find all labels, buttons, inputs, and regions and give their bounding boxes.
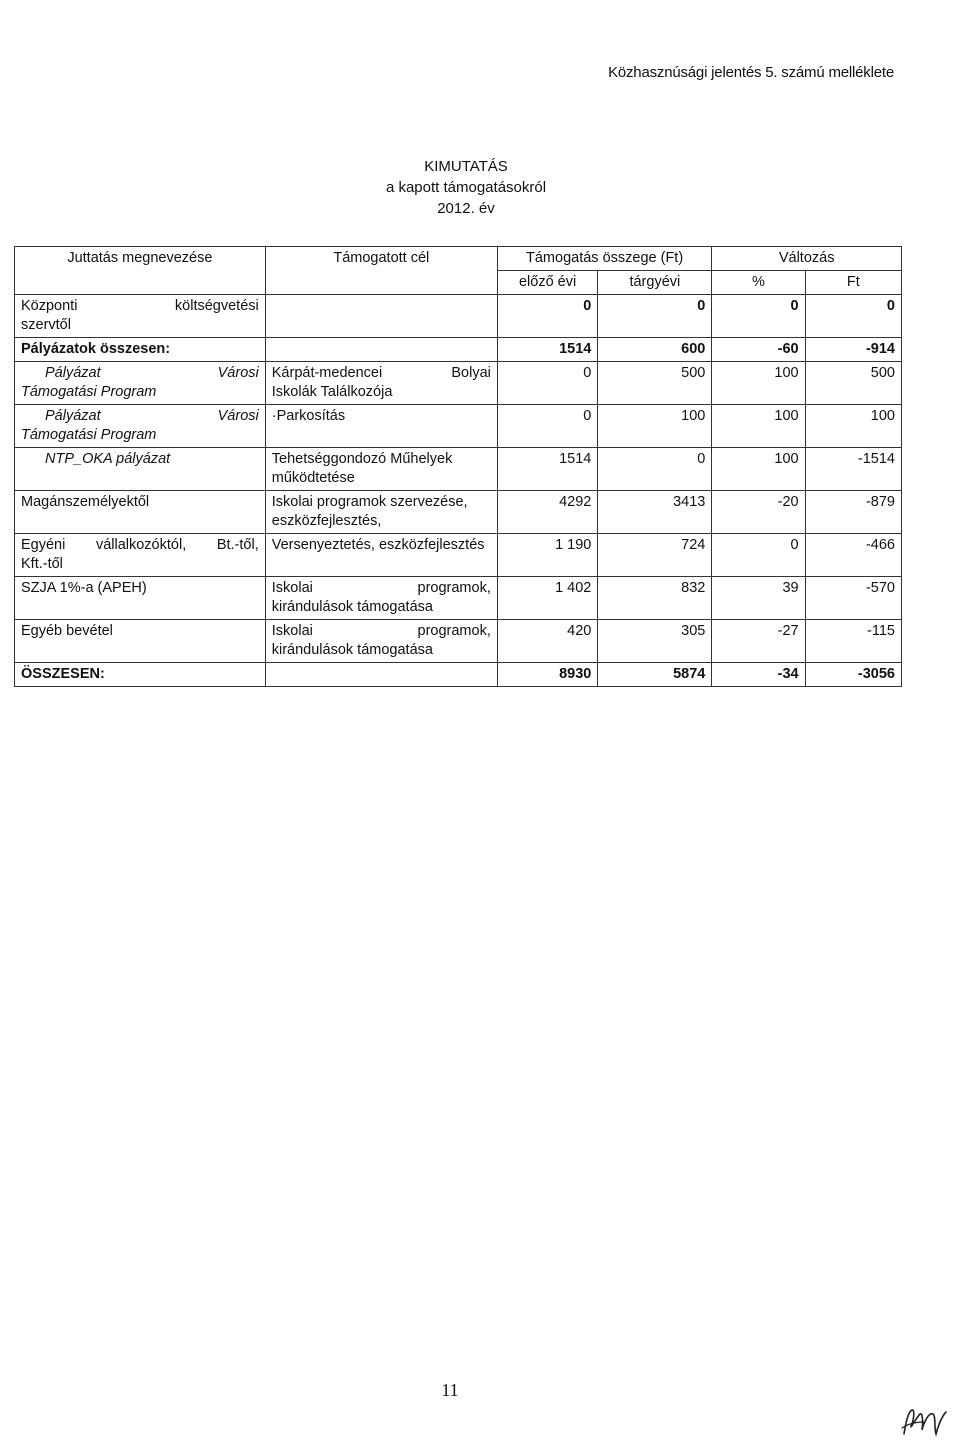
- total-ft: -3056: [805, 663, 901, 687]
- row-pct: 0: [712, 295, 805, 338]
- table-row: [15, 577, 902, 620]
- total-prev: 8930: [497, 663, 598, 687]
- page-number: 11: [441, 1380, 459, 1400]
- row-name-part: Pályázat: [45, 365, 101, 381]
- row-target: Tehetséggondozó Műhelyek működtetése: [265, 448, 497, 491]
- row-ft: -879: [805, 491, 901, 534]
- row-target: Versenyeztetés, eszközfejlesztés: [265, 534, 497, 577]
- row-target: [265, 577, 497, 620]
- header-cur: tárgyévi: [598, 271, 712, 295]
- row-cur: 500: [598, 362, 712, 405]
- row-cur: 305: [598, 620, 712, 663]
- row-name-part: Bt.-től,: [216, 537, 259, 553]
- header-note: Közhasznúsági jelentés 5. számú melléklete: [608, 64, 894, 81]
- header-change-group: Változás: [712, 247, 902, 271]
- table-row: [15, 405, 902, 448]
- row-cur: 100: [598, 405, 712, 448]
- header-pct: %: [712, 271, 805, 295]
- title-line-1: KIMUTATÁS: [424, 158, 508, 175]
- total-label: ÖSSZESEN:: [15, 663, 266, 687]
- row-name-part: vállalkozóktól,: [95, 537, 187, 553]
- row-target-part: Kárpát-medencei: [271, 365, 383, 381]
- row-name: SZJA 1%-a (APEH): [15, 577, 266, 620]
- row-pct: -20: [712, 491, 805, 534]
- header-ft: Ft: [805, 271, 901, 295]
- row-name-part: Támogatási Program: [21, 384, 157, 400]
- row-cur: 0: [598, 295, 712, 338]
- row-pct: 100: [712, 362, 805, 405]
- table-row: [15, 338, 902, 362]
- row-name-part: Egyéni: [21, 537, 66, 553]
- row-target-part: programok,: [417, 580, 491, 596]
- row-name-part: Pályázat: [45, 408, 101, 424]
- total-row: [15, 663, 902, 687]
- row-name: [15, 295, 266, 338]
- row-name-part: Városi: [217, 408, 259, 424]
- table-row: [15, 534, 902, 577]
- row-target: Iskolai programok szervezése, eszközfejlesztés,: [265, 491, 497, 534]
- table-row: [15, 448, 902, 491]
- row-cur: 0: [598, 448, 712, 491]
- row-ft: -1514: [805, 448, 901, 491]
- title-line-3: 2012. év: [437, 200, 495, 217]
- row-prev: 420: [497, 620, 598, 663]
- row-prev: 1 190: [497, 534, 598, 577]
- row-ft: -115: [805, 620, 901, 663]
- row-name: [15, 405, 266, 448]
- row-prev: 0: [497, 362, 598, 405]
- header-amount-group: Támogatás összege (Ft): [497, 247, 711, 271]
- row-target-part: Bolyai: [451, 365, 491, 381]
- row-cur: 724: [598, 534, 712, 577]
- row-pct: -27: [712, 620, 805, 663]
- document-title: [0, 156, 932, 219]
- row-prev: 1514: [497, 338, 598, 362]
- row-ft: -914: [805, 338, 901, 362]
- row-name-part: Városi: [217, 365, 259, 381]
- row-target-part: Iskolai: [271, 580, 313, 596]
- row-pct: 0: [712, 534, 805, 577]
- row-cur: 3413: [598, 491, 712, 534]
- row-name-part: Támogatási Program: [21, 427, 157, 443]
- row-name: [15, 534, 266, 577]
- row-name: NTP_OKA pályázat: [15, 448, 266, 491]
- row-pct: 100: [712, 405, 805, 448]
- row-target: [265, 620, 497, 663]
- row-prev: 0: [497, 295, 598, 338]
- row-ft: 0: [805, 295, 901, 338]
- total-cur: 5874: [598, 663, 712, 687]
- header-target: Támogatott cél: [265, 247, 497, 295]
- row-prev: 0: [497, 405, 598, 448]
- row-cur: 600: [598, 338, 712, 362]
- row-ft: 100: [805, 405, 901, 448]
- row-target: ·Parkosítás: [265, 405, 497, 448]
- row-target: [265, 362, 497, 405]
- row-ft: -466: [805, 534, 901, 577]
- row-name: [15, 362, 266, 405]
- row-ft: 500: [805, 362, 901, 405]
- row-target-part: kirándulások támogatása: [271, 599, 433, 615]
- table-row: [15, 362, 902, 405]
- row-name-part: szervtől: [21, 317, 71, 333]
- row-ft: -570: [805, 577, 901, 620]
- header-prev: előző évi: [497, 271, 598, 295]
- table-row: [15, 295, 902, 338]
- row-pct: 100: [712, 448, 805, 491]
- row-target: [265, 338, 497, 362]
- table-row: [15, 620, 902, 663]
- row-pct: 39: [712, 577, 805, 620]
- row-name: Egyéb bevétel: [15, 620, 266, 663]
- row-prev: 4292: [497, 491, 598, 534]
- row-target: [265, 295, 497, 338]
- row-name-part: költségvetési: [174, 298, 259, 314]
- row-pct: -60: [712, 338, 805, 362]
- handwritten-signature-icon: [898, 1404, 950, 1438]
- row-prev: 1 402: [497, 577, 598, 620]
- row-target-part: programok,: [417, 623, 491, 639]
- table-row: [15, 491, 902, 534]
- row-name: Magánszemélyektől: [15, 491, 266, 534]
- row-target-part: Iskolák Találkozója: [271, 384, 393, 400]
- total-target: [265, 663, 497, 687]
- row-cur: 832: [598, 577, 712, 620]
- total-pct: -34: [712, 663, 805, 687]
- row-name-part: Központi: [21, 298, 78, 314]
- support-table: [14, 246, 902, 687]
- row-target-part: kirándulások támogatása: [271, 642, 433, 658]
- header-name: Juttatás megnevezése: [15, 247, 266, 295]
- row-prev: 1514: [497, 448, 598, 491]
- header-row-1: [15, 247, 902, 271]
- title-line-2: a kapott támogatásokról: [385, 179, 547, 196]
- row-target-part: Iskolai: [271, 623, 313, 639]
- row-name-part: Kft.-től: [21, 556, 63, 572]
- row-name: Pályázatok összesen:: [15, 338, 266, 362]
